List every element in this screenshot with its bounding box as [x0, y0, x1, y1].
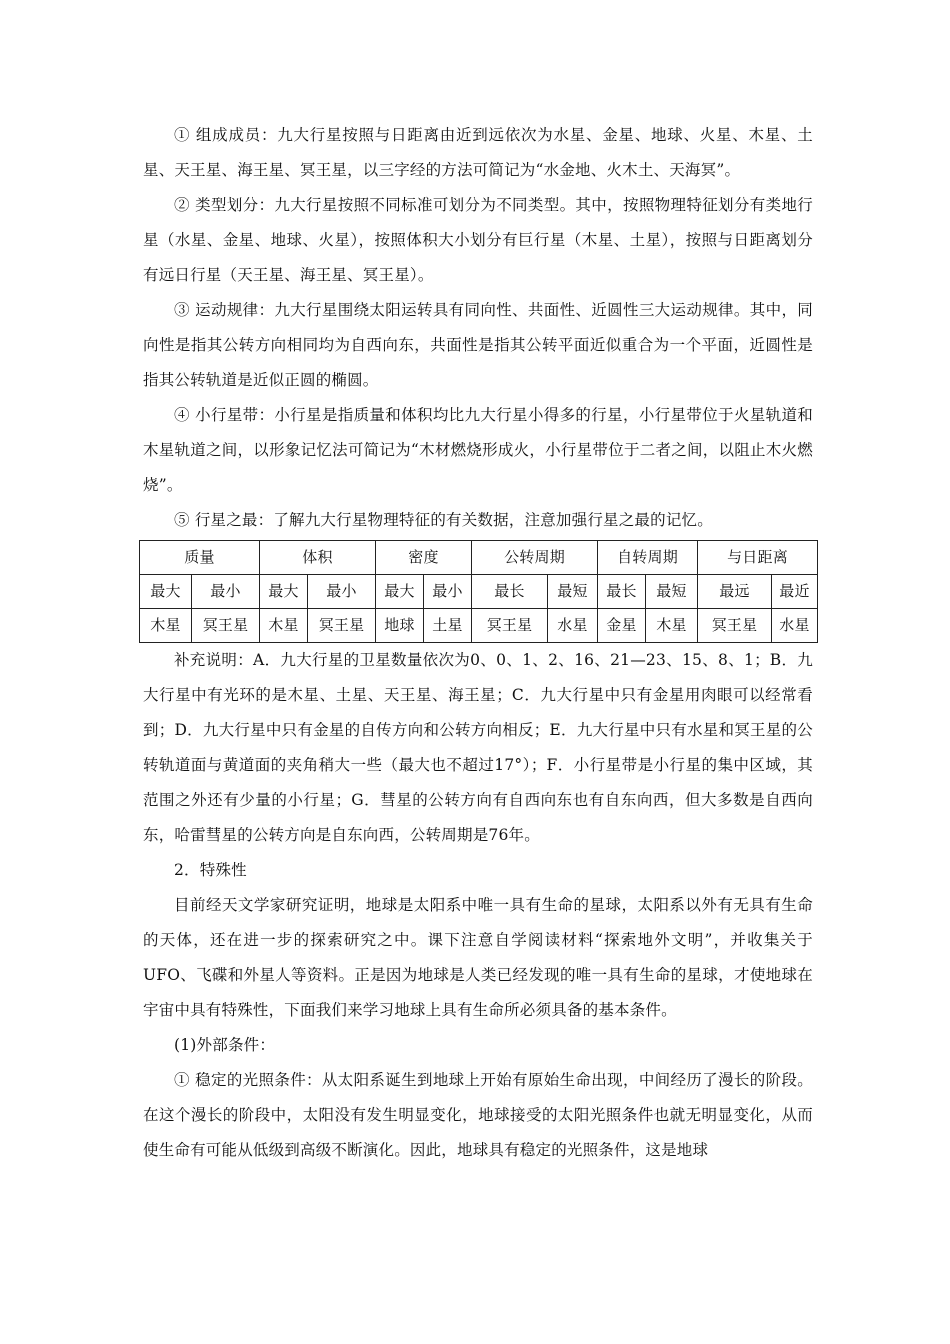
subheading-external-conditions: (1)外部条件： [174, 1036, 276, 1054]
planet-extremes-table [139, 540, 818, 643]
table-cell: 最小 [424, 575, 472, 609]
table-cell: 金星 [598, 609, 646, 643]
table-cell: 最大 [140, 575, 192, 609]
table-subheader-row [140, 575, 818, 609]
table-cell: 地球 [376, 609, 424, 643]
table-cell: 木星 [260, 609, 308, 643]
document-body [143, 118, 813, 1168]
paragraph-asteroid-belt: ④ 小行星带：小行星是指质量和体积均比九大行星小得多的行星，小行星带位于火星轨道和木星轨道之间，以形象记忆法可简记为“木材燃烧形成火，小行星带位于二者之间，以阻止木火燃烧”。 [143, 406, 813, 494]
table-cell: 最大 [260, 575, 308, 609]
table-cell: 最近 [772, 575, 818, 609]
paragraph-supplement: 补充说明：A．九大行星的卫星数量依次为0、0、1、2、16、21—23、15、8、1；B．九大行星中有光环的是木星、土星、天王星、海王星；C．九大行星中只有金星用肉眼可以经常看到；D．九大行星中只有金星的自传方向和公转方向相反；E．九大行星中只有水星和冥王星的公转轨道面与黄道面的夹角稍大一些（最大也不超过17°）；F．小行星带是小行星的集中区域，其范围之外还有少量的小行星；G．彗星的公转方向有自西向东也有自东向西，但大多数是自西向东，哈雷彗星的公转方向是自东向西，公转周期是76年。 [143, 651, 813, 844]
header-density: 密度 [376, 541, 472, 575]
table-cell: 冥王星 [192, 609, 260, 643]
table-cell: 最小 [192, 575, 260, 609]
table-cell: 最短 [548, 575, 598, 609]
table-header-row [140, 541, 818, 575]
paragraph-stable-light: ① 稳定的光照条件：从太阳系诞生到地球上开始有原始生命出现，中间经历了漫长的阶段。在这个漫长的阶段中，太阳没有发生明显变化，地球接受的太阳光照条件也就无明显变化，从而使生命有可能从低级到高级不断演化。因此，地球具有稳定的光照条件，这是地球 [143, 1071, 813, 1159]
table-cell: 土星 [424, 609, 472, 643]
table-cell: 最远 [698, 575, 772, 609]
header-volume: 体积 [260, 541, 376, 575]
paragraph-members: ① 组成成员：九大行星按照与日距离由近到远依次为水星、金星、地球、火星、木星、土星、天王星、海王星、冥王星，以三字经的方法可简记为“水金地、火木土、天海冥”。 [143, 126, 813, 179]
table-cell: 木星 [140, 609, 192, 643]
table-cell: 最短 [646, 575, 698, 609]
table-cell: 冥王星 [472, 609, 548, 643]
table-cell: 木星 [646, 609, 698, 643]
table-cell: 水星 [772, 609, 818, 643]
table-cell: 冥王星 [698, 609, 772, 643]
header-rotation-period: 自转周期 [598, 541, 698, 575]
table-cell: 最大 [376, 575, 424, 609]
table-cell: 最长 [598, 575, 646, 609]
table-cell: 最长 [472, 575, 548, 609]
section-heading-specialty: 2．特殊性 [174, 861, 247, 879]
table-cell: 冥王星 [308, 609, 376, 643]
header-sun-distance: 与日距离 [698, 541, 818, 575]
header-orbital-period: 公转周期 [472, 541, 598, 575]
paragraph-motion: ③ 运动规律：九大行星围绕太阳运转具有同向性、共面性、近圆性三大运动规律。其中，同向性是指其公转方向相同均为自西向东，共面性是指其公转平面近似重合为一个平面，近圆性是指其公转轨道是近似正圆的椭圆。 [143, 301, 813, 389]
table-cell: 水星 [548, 609, 598, 643]
paragraph-planet-extremes: ⑤ 行星之最：了解九大行星物理特征的有关数据，注意加强行星之最的记忆。 [174, 511, 713, 529]
paragraph-types: ② 类型划分：九大行星按照不同标准可划分为不同类型。其中，按照物理特征划分有类地行星（水星、金星、地球、火星），按照体积大小划分有巨行星（木星、土星），按照与日距离划分有远日行星（天王星、海王星、冥王星）。 [143, 196, 813, 284]
table-value-row [140, 609, 818, 643]
paragraph-specialty: 目前经天文学家研究证明，地球是太阳系中唯一具有生命的星球，太阳系以外有无具有生命的天体，还在进一步的探索研究之中。课下注意自学阅读材料“探索地外文明”，并收集关于UFO、飞碟和外星人等资料。正是因为地球是人类已经发现的唯一具有生命的星球，才使地球在宇宙中具有特殊性，下面我们来学习地球上具有生命所必须具备的基本条件。 [143, 896, 813, 1019]
table-cell: 最小 [308, 575, 376, 609]
header-mass: 质量 [140, 541, 260, 575]
